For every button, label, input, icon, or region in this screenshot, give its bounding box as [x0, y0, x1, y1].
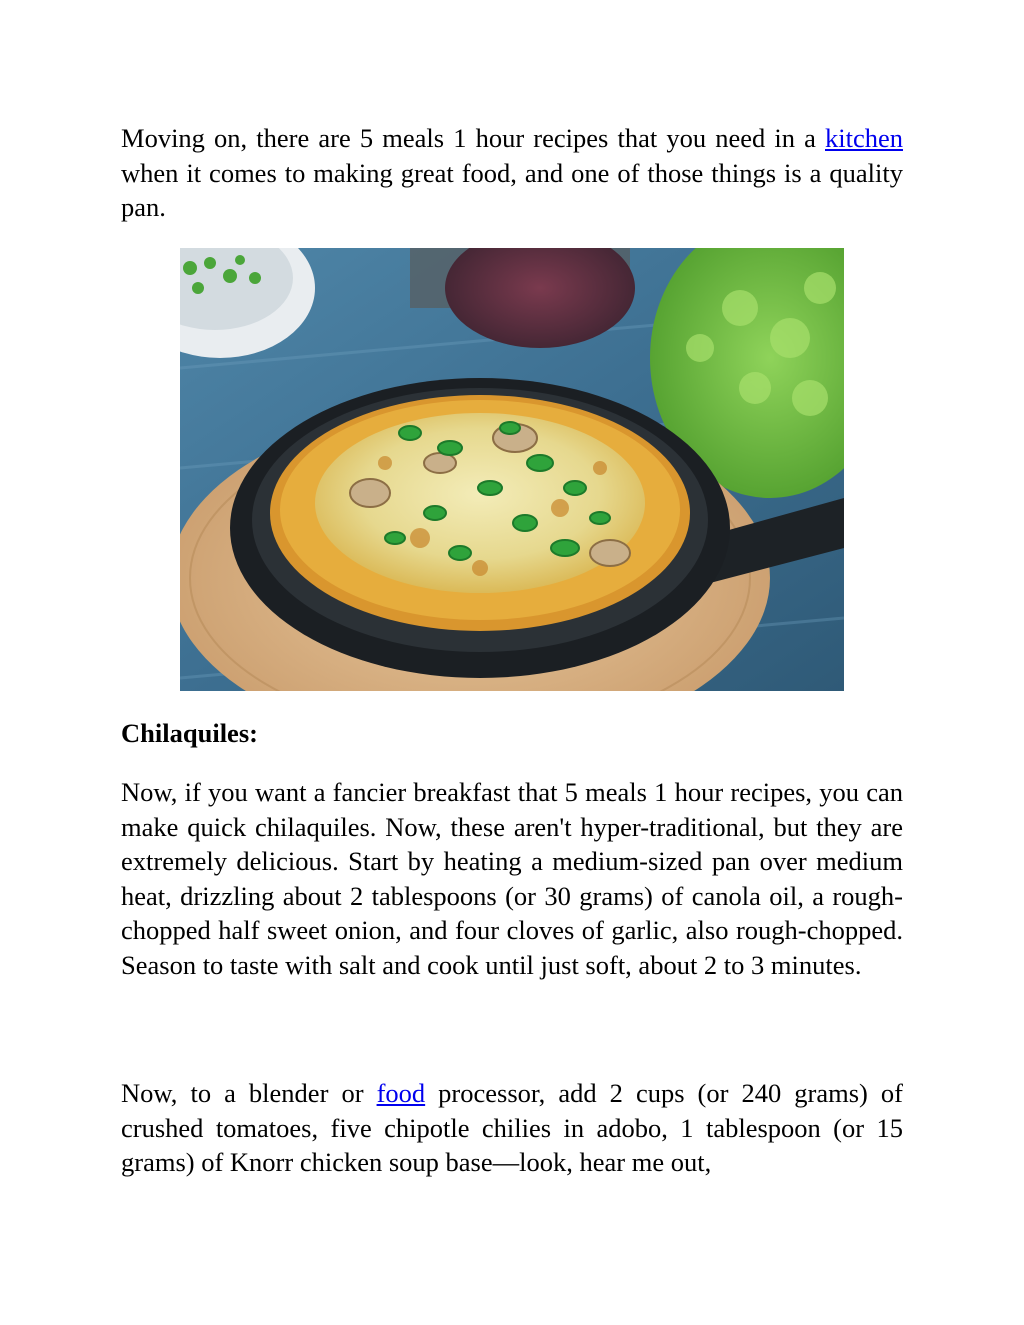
- intro-text-before: Moving on, there are 5 meals 1 hour recipes that you need in a: [121, 123, 825, 153]
- document-page: [121, 121, 903, 1178]
- para-2-text-after: processor, add 2 cups (or 240 grams) of crushed tomatoes, five chipotle chilies in adobo, 1 tablespoon (or 15 grams) of Knorr chicken soup base—look, hear me out,: [121, 1078, 903, 1178]
- intro-text-after: when it comes to making great food, and one of those things is a quality pan.: [121, 157, 903, 223]
- section-heading: Chilaquiles:: [121, 718, 258, 748]
- skillet-omelette-photo-icon: [180, 248, 844, 691]
- chilaquiles-paragraph-2: [121, 1076, 903, 1180]
- food-link[interactable]: food: [376, 1078, 426, 1108]
- skillet-photo: [180, 248, 844, 691]
- intro-paragraph: [121, 121, 903, 225]
- para-2-text-before: Now, to a blender or: [121, 1078, 377, 1108]
- kitchen-link[interactable]: kitchen: [825, 123, 903, 153]
- chilaquiles-paragraph-1: Now, if you want a fancier breakfast that 5 meals 1 hour recipes, you can make quick chilaquiles. Now, these aren't hyper-traditional, but they are extremely delicious. Start by heating a medium-sized pan over medium heat, drizzling about 2 tablespoons (or 30 grams) of canola oil, a rough-chopped half sweet onion, and four cloves of garlic, also rough-chopped. Season to taste with salt and cook until just soft, about 2 to 3 minutes.: [121, 777, 903, 980]
